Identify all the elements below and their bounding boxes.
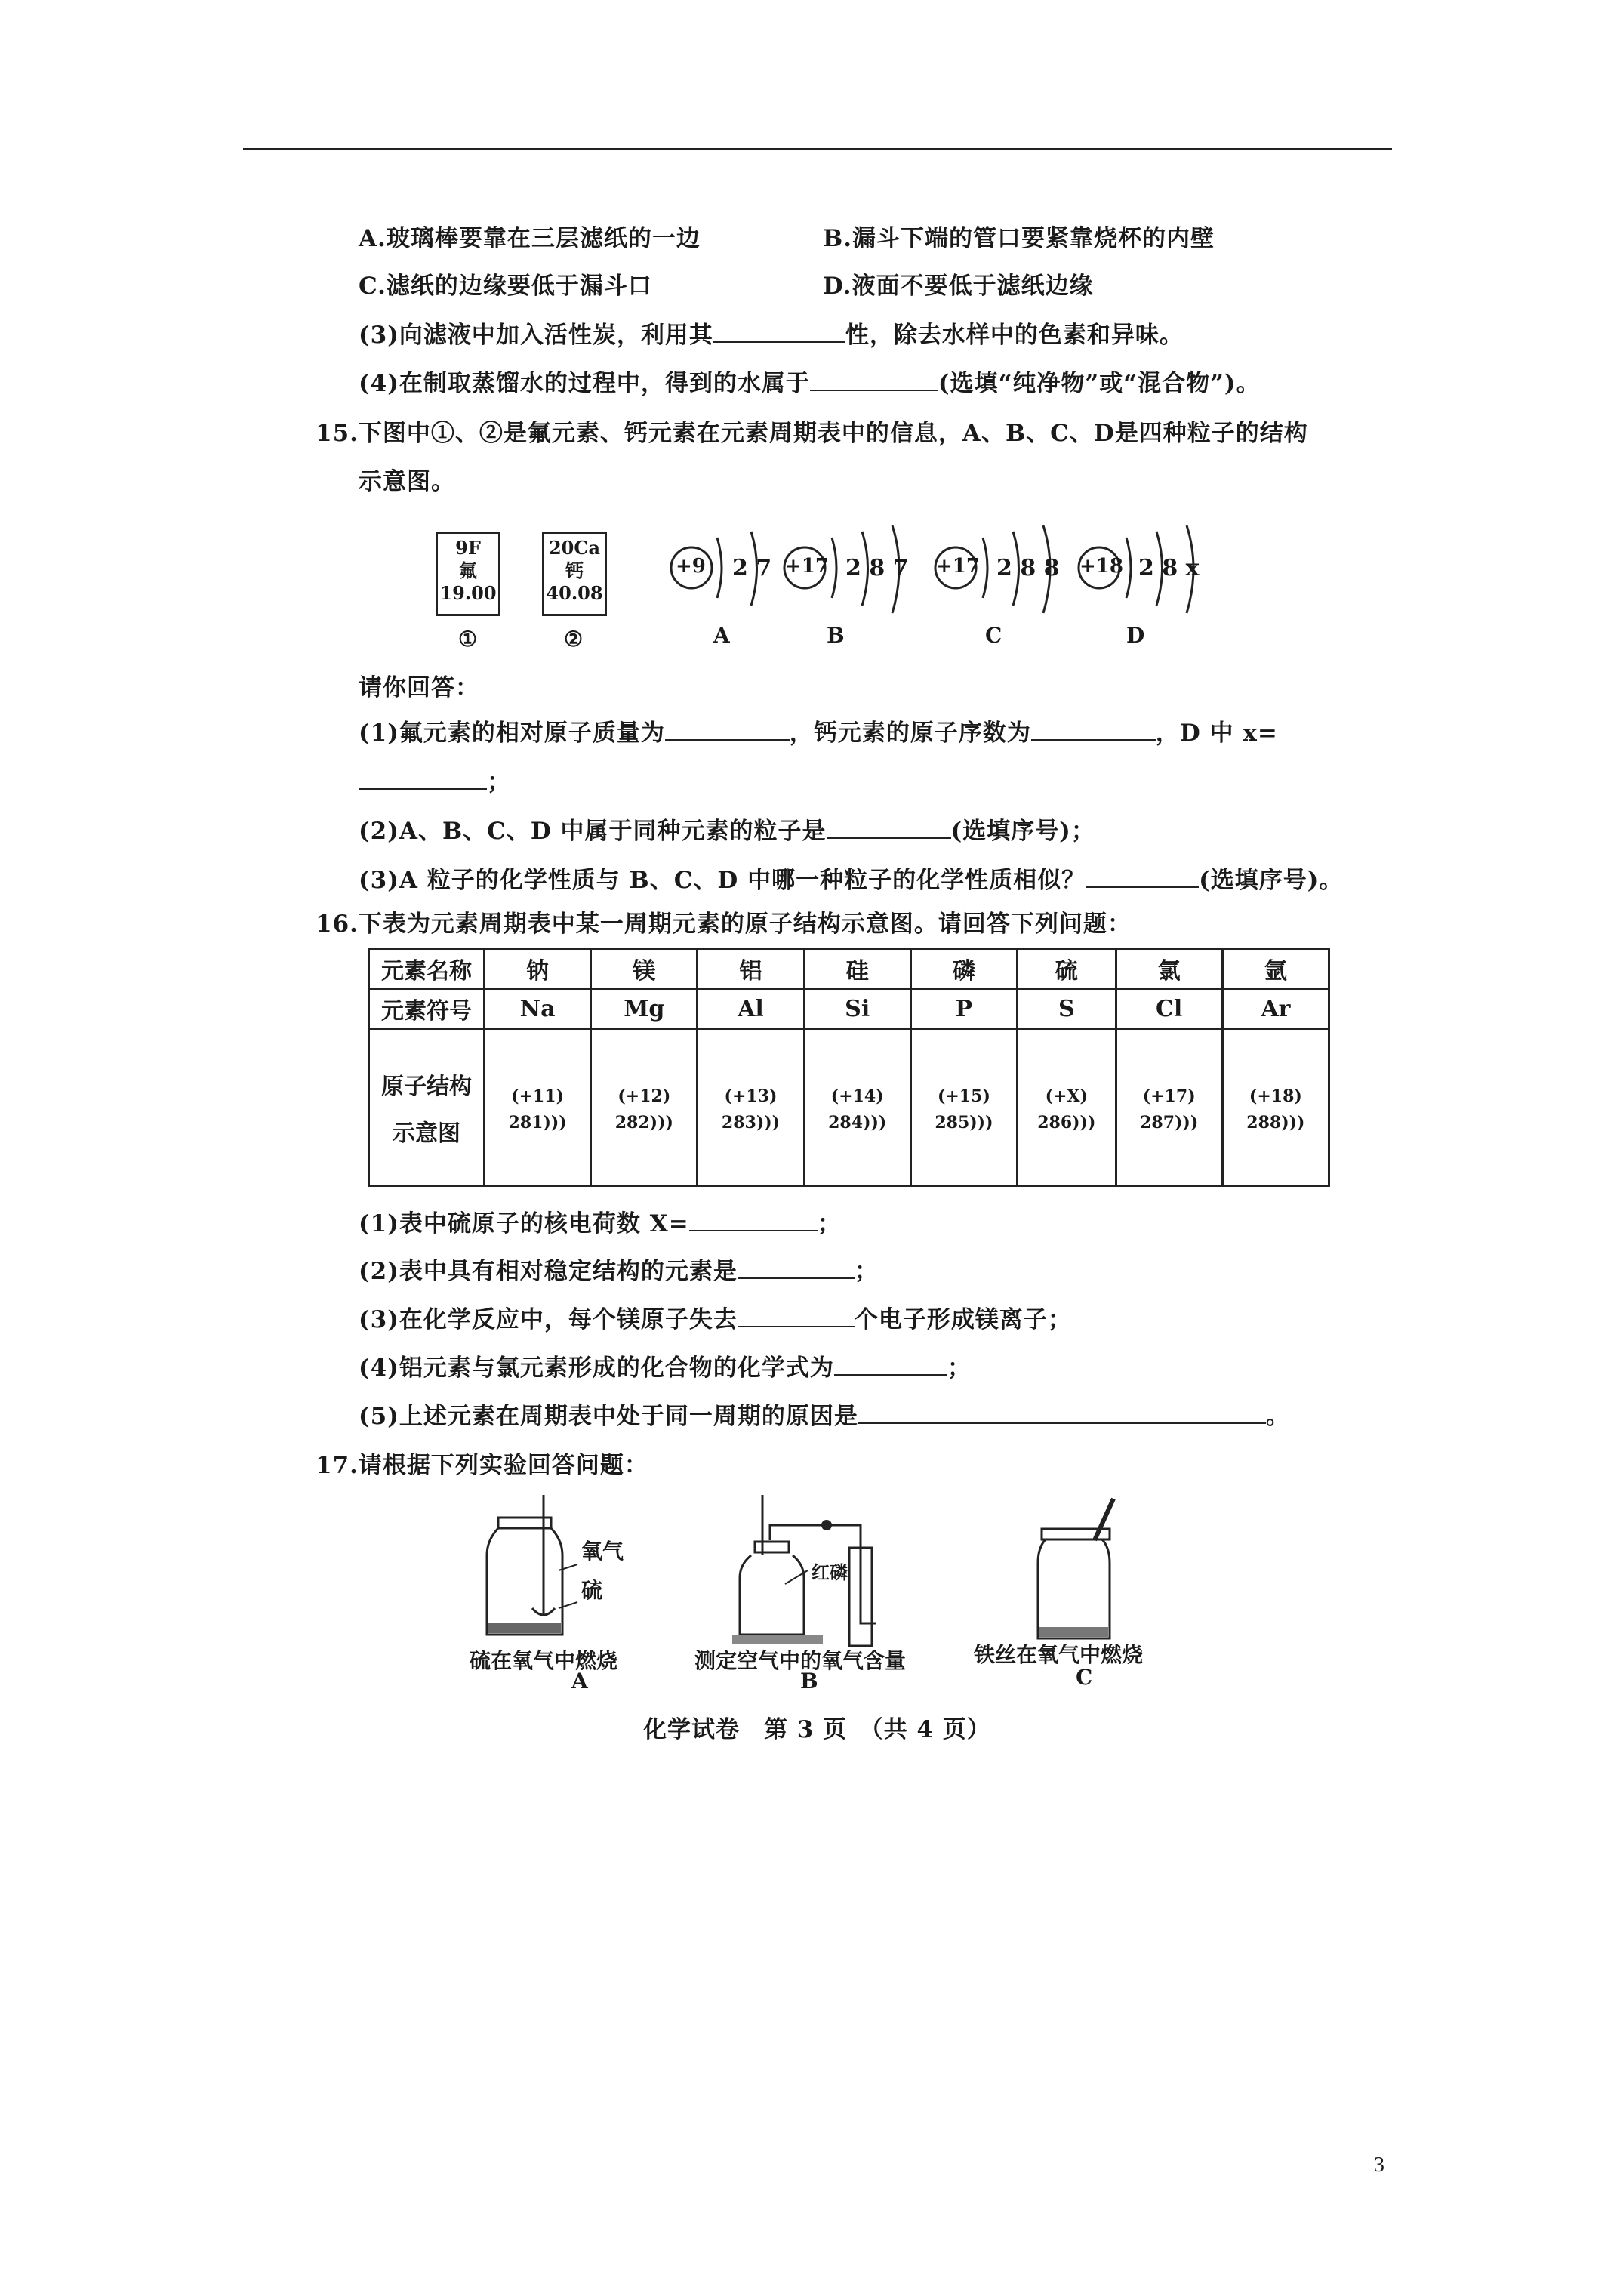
answer-blank[interactable] bbox=[689, 1210, 818, 1231]
element-symbol: P bbox=[910, 989, 1017, 1029]
caption-b: 测定空气中的氧气含量 bbox=[694, 1648, 907, 1673]
label-red-phosphorus: 红磷 bbox=[812, 1561, 848, 1583]
row-header: 元素符号 bbox=[369, 989, 485, 1029]
atom-diagram: (+18) 288))) bbox=[1222, 1029, 1329, 1186]
answer-blank[interactable] bbox=[810, 370, 938, 391]
particle-label: A bbox=[713, 623, 730, 648]
row-header: 元素名称 bbox=[369, 949, 485, 989]
caption-a: 硫在氧气中燃烧 bbox=[470, 1648, 618, 1673]
label-oxygen: 氧气 bbox=[581, 1539, 624, 1564]
atom-diagram: (+X) 286))) bbox=[1018, 1029, 1116, 1186]
element-symbol: Al bbox=[698, 989, 804, 1029]
element-symbol: Si bbox=[804, 989, 910, 1029]
answer-blank[interactable] bbox=[665, 720, 790, 741]
answer-blank[interactable] bbox=[1086, 867, 1199, 888]
shell-electrons: 2 8 x bbox=[1138, 555, 1200, 581]
card-tag: ② bbox=[564, 627, 584, 652]
atom-diagram: (+17) 287))) bbox=[1116, 1029, 1222, 1186]
shell-electrons: 2 8 7 bbox=[845, 555, 909, 581]
element-name: 硅 bbox=[804, 949, 910, 989]
label-b: B bbox=[800, 1669, 818, 1693]
answer-blank[interactable] bbox=[834, 1354, 947, 1376]
table-row bbox=[369, 989, 1329, 1029]
element-symbol: Mg bbox=[591, 989, 698, 1029]
nucleus-label: +9 bbox=[676, 555, 706, 578]
answer-blank[interactable] bbox=[738, 1258, 855, 1279]
answer-blank[interactable] bbox=[827, 818, 951, 839]
element-name: 镁 bbox=[591, 949, 698, 989]
caption-c: 铁丝在氧气中燃烧 bbox=[974, 1642, 1144, 1667]
q14-option-b: B.漏斗下端的管口要紧靠烧杯的内壁 bbox=[823, 225, 1215, 252]
apparatus-c bbox=[1038, 1499, 1113, 1638]
element-symbol: Ar bbox=[1222, 989, 1329, 1029]
element-symbol: Cl bbox=[1116, 989, 1222, 1029]
element-name: 钠 bbox=[485, 949, 591, 989]
table-row bbox=[369, 1029, 1329, 1186]
element-symbol: Na bbox=[485, 989, 591, 1029]
header-rule bbox=[243, 148, 1392, 150]
particle-label: C bbox=[985, 623, 1002, 648]
q14-option-d: D.液面不要低于滤纸边缘 bbox=[823, 273, 1094, 300]
shell-electrons: 2 8 8 bbox=[996, 555, 1060, 581]
q15-prompt: 请你回答： bbox=[359, 674, 479, 701]
element-card-fluorine: 9F 氟 19.00 bbox=[436, 532, 500, 616]
answer-blank[interactable] bbox=[738, 1306, 855, 1327]
element-name: 磷 bbox=[910, 949, 1017, 989]
q15-sub2: (2)A、B、C、D 中属于同种元素的粒子是 (选填序号)； bbox=[359, 818, 1095, 845]
q14-option-c: C.滤纸的边缘要低于漏斗口 bbox=[359, 273, 652, 300]
q15-sub3: (3)A 粒子的化学性质与 B、C、D 中哪一种粒子的化学性质相似？ (选填序号)。 bbox=[359, 867, 1344, 894]
q15-stem-cont: 示意图。 bbox=[359, 468, 455, 495]
label-sulfur: 硫 bbox=[581, 1578, 603, 1603]
label-c: C bbox=[1076, 1665, 1093, 1690]
atom-diagram: (+15) 285))) bbox=[910, 1029, 1017, 1186]
periodic-table bbox=[368, 948, 1330, 1187]
q15-stem: 15.下图中①、②是氟元素、钙元素在元素周期表中的信息，A、B、C、D是四种粒子的结构 bbox=[316, 420, 1308, 447]
element-name: 氩 bbox=[1222, 949, 1329, 989]
q15-sub1: (1)氟元素的相对原子质量为 ，钙元素的原子序数为 ，D 中 x= bbox=[359, 720, 1278, 747]
row-header: 原子结构 示意图 bbox=[369, 1029, 485, 1186]
nucleus-label: +17 bbox=[936, 555, 980, 578]
q14-sub4: (4)在制取蒸馏水的过程中，得到的水属于 (选填“纯净物”或“混合物”)。 bbox=[359, 370, 1261, 397]
element-card-calcium: 20Ca 钙 40.08 bbox=[542, 532, 607, 616]
q16-sub1: (1)表中硫原子的核电荷数 X= ； bbox=[359, 1210, 842, 1237]
element-name: 铝 bbox=[698, 949, 804, 989]
answer-blank[interactable] bbox=[858, 1403, 1266, 1424]
element-symbol: S bbox=[1018, 989, 1116, 1029]
particle-label: B bbox=[827, 623, 845, 648]
q15-sub1-cont: ； bbox=[359, 763, 511, 797]
apparatus-b bbox=[732, 1495, 876, 1646]
nucleus-label: +18 bbox=[1079, 555, 1123, 578]
answer-blank[interactable] bbox=[713, 322, 845, 343]
particle-diagrams bbox=[664, 521, 1238, 642]
q14-sub3: (3)向滤液中加入活性炭，利用其 性，除去水样中的色素和异味。 bbox=[359, 322, 1184, 349]
q16-sub4: (4)铝元素与氯元素形成的化合物的化学式为 ； bbox=[359, 1354, 972, 1382]
atom-diagram: (+13) 283))) bbox=[698, 1029, 804, 1186]
particle-label: D bbox=[1126, 623, 1145, 648]
q14-option-a: A.玻璃棒要靠在三层滤纸的一边 bbox=[359, 225, 701, 252]
atom-diagram: (+11) 281))) bbox=[485, 1029, 591, 1186]
element-name: 硫 bbox=[1018, 949, 1116, 989]
page-number: 3 bbox=[1374, 2153, 1384, 2177]
q16-stem: 16.下表为元素周期表中某一周期元素的原子结构示意图。请回答下列问题： bbox=[316, 911, 1132, 938]
answer-blank[interactable] bbox=[359, 769, 487, 790]
apparatus-a bbox=[487, 1495, 577, 1635]
element-name: 氯 bbox=[1116, 949, 1222, 989]
table-row bbox=[369, 949, 1329, 989]
page-footer: 化学试卷 第 3 页 （共 4 页） bbox=[643, 1716, 991, 1743]
q17-stem: 17.请根据下列实验回答问题： bbox=[316, 1452, 648, 1479]
q16-sub3: (3)在化学反应中，每个镁原子失去 个电子形成镁离子； bbox=[359, 1306, 1072, 1333]
nucleus-label: +17 bbox=[785, 555, 829, 578]
answer-blank[interactable] bbox=[1031, 720, 1156, 741]
atom-diagram: (+12) 282))) bbox=[591, 1029, 698, 1186]
q16-sub5: (5)上述元素在周期表中处于同一周期的原因是 。 bbox=[359, 1403, 1290, 1430]
q16-sub2: (2)表中具有相对稳定结构的元素是 ； bbox=[359, 1258, 879, 1285]
shell-electrons: 2 7 bbox=[732, 555, 772, 581]
label-a: A bbox=[571, 1669, 588, 1693]
atom-diagram: (+14) 284))) bbox=[804, 1029, 910, 1186]
card-tag: ① bbox=[458, 627, 478, 652]
